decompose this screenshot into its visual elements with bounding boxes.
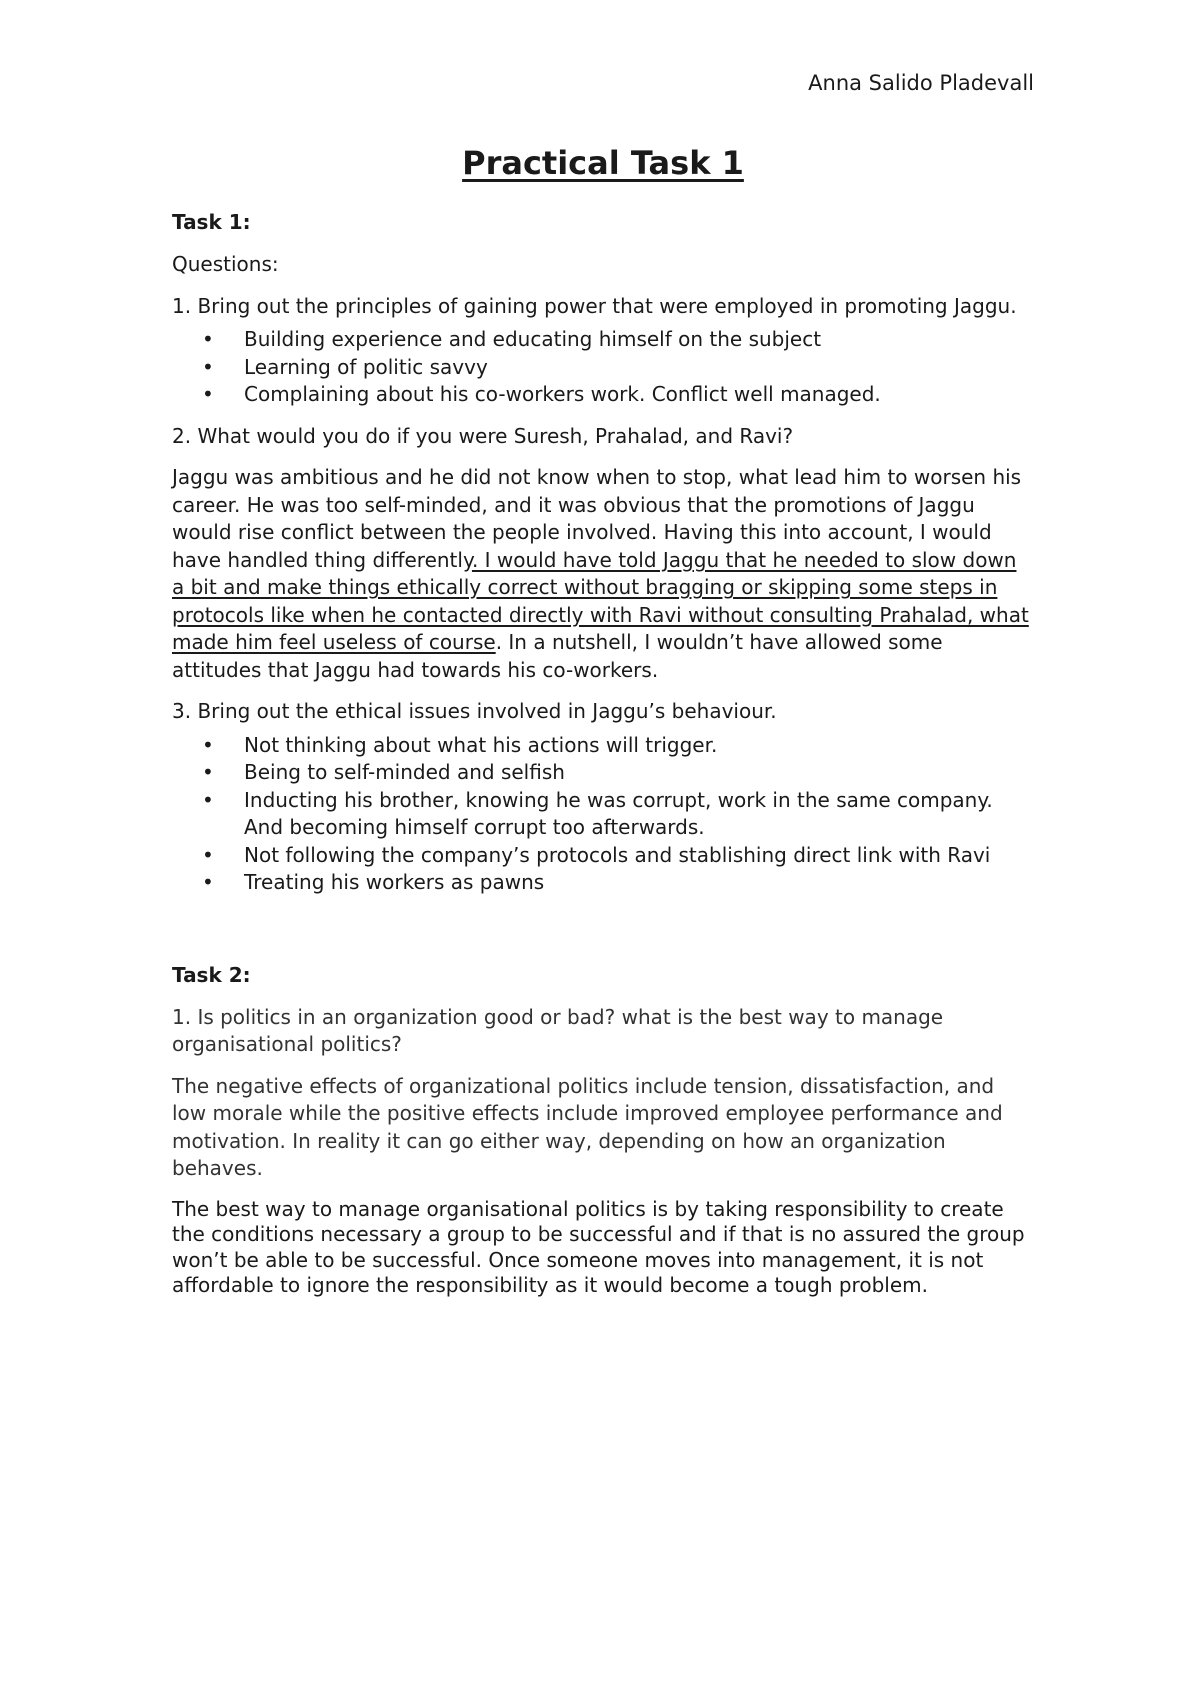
list-item [172, 326, 1034, 354]
list-item-text: Treating his workers as pawns [244, 870, 545, 894]
list-item [172, 842, 1034, 870]
page-title: Practical Task 1 [462, 144, 744, 182]
task1-heading: Task 1: [172, 210, 251, 234]
bullet-icon: • [202, 382, 214, 406]
list-item [172, 869, 1034, 897]
document-page [172, 68, 1034, 1299]
list-item [172, 759, 1034, 787]
bullet-icon: • [202, 870, 214, 894]
list-item-text: Being to self-minded and selfish [244, 760, 565, 784]
answer-underlined-text: . I would have told Jaggu that he needed to slow down a bit and make things ethically correct without bragging or skipping some steps in protocols like when he contacted directly with Ravi without consulting Prahalad, what made him feel useless of course [172, 547, 1029, 654]
list-item [172, 732, 1034, 760]
list-item-text: Learning of politic savvy [244, 354, 488, 379]
bullet-icon: • [202, 732, 214, 757]
list-item-text: Not thinking about what his actions will trigger. [244, 732, 718, 757]
answer-text: Jaggu was ambitious and he did not know when to stop, what lead him to worsen his career. He was too self-minded, and it was obvious that the promotions of Jaggu would rise conflict between the people involved. Having this into account, I would have handled thing differently [172, 465, 1022, 572]
task1-question-3: 3. Bring out the ethical issues involved in Jaggu’s behaviour. [172, 699, 777, 723]
bullet-icon: • [202, 327, 214, 351]
bullet-icon: • [202, 760, 214, 784]
section-spacer [172, 897, 1034, 937]
task1-question-2: 2. What would you do if you were Suresh, Prahalad, and Ravi? [172, 423, 794, 448]
task2-answer-paragraph-1: The negative effects of organizational politics include tension, dissatisfaction, and low morale while the positive effects include improved employee performance and motivation. In reality it can go either way, depending on how an organization behaves. [172, 1073, 1003, 1180]
task1-question-1: 1. Bring out the principles of gaining power that were employed in promoting Jaggu. [172, 293, 1017, 318]
bullet-icon: • [202, 354, 214, 379]
list-item-text: Not following the company’s protocols and stablishing direct link with Ravi [244, 842, 991, 867]
list-item-text: Complaining about his co-workers work. Conflict well managed. [244, 382, 881, 406]
questions-label: Questions: [172, 252, 279, 276]
task2-heading: Task 2: [172, 962, 251, 987]
task1-q1-bullet-list [172, 326, 1034, 409]
bullet-icon: • [202, 842, 214, 867]
task2-answer-paragraph-2: The best way to manage organisational politics is by taking responsibility to create the conditions necessary a group to be successful and if that is no assured the group won’t be able to be successful. Once someone moves into management, it is not affordable to ignore the responsibility as it would become a tough problem. [172, 1196, 1025, 1297]
author-name: Anna Salido Pladevall [808, 71, 1034, 95]
answer-text-continued: . In a nutshell, I wouldn’t have allowed some attitudes that Jaggu had towards his co-workers. [172, 630, 943, 682]
list-item-text: Inducting his brother, knowing he was corrupt, work in the same company. And becoming himself corrupt too afterwards. [244, 787, 993, 839]
list-item [172, 787, 1034, 842]
bullet-icon: • [202, 787, 214, 812]
list-item-text: Building experience and educating himself on the subject [244, 327, 822, 351]
task1-q2-answer [172, 464, 1034, 684]
list-item [172, 354, 1034, 382]
task1-q3-bullet-list [172, 732, 1034, 897]
task2-question-1: 1. Is politics in an organization good or bad? what is the best way to manage organisational politics? [172, 1004, 944, 1056]
list-item [172, 381, 1034, 409]
